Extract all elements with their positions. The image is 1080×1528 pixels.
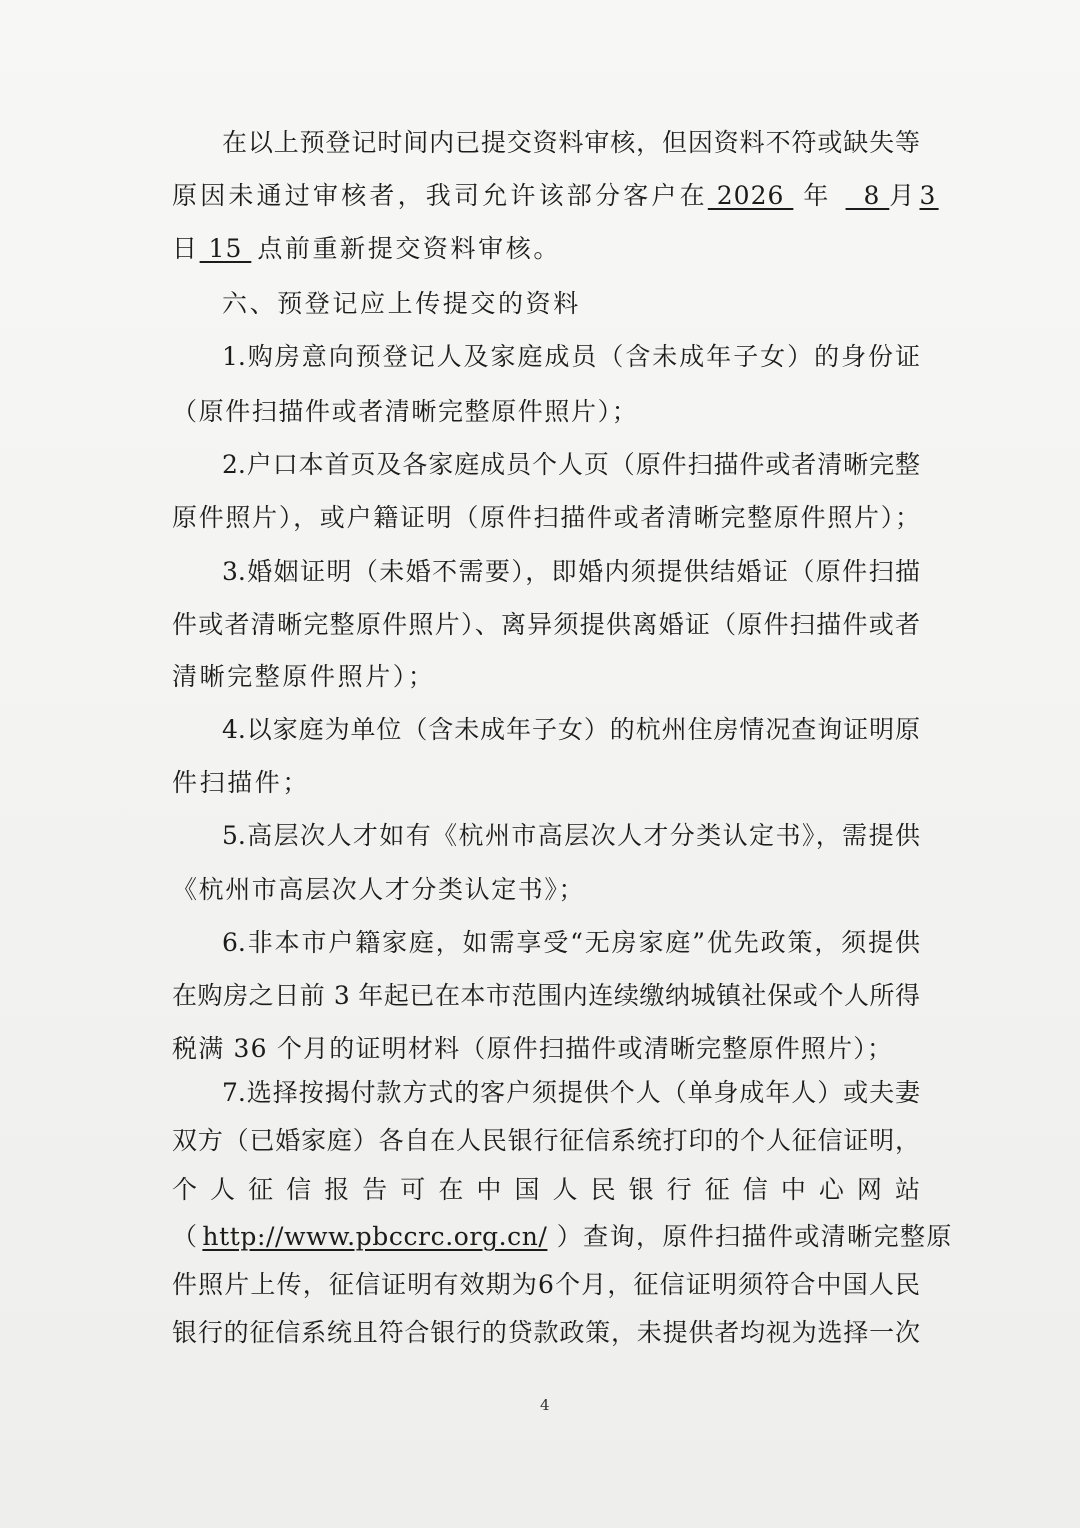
text-segment: （ bbox=[172, 1222, 199, 1251]
text-segment: 点前重新提交资料审核。 bbox=[257, 234, 561, 263]
hour-field: 15 bbox=[199, 234, 252, 263]
list-item-line: 3.婚姻证明（未婚不需要），即婚内须提供结婚证（原件扫描 bbox=[222, 557, 920, 586]
list-item-line: 个人征信报告可在中国人民银行征信中心网站 bbox=[172, 1175, 920, 1204]
list-item-line: 清晰完整原件照片）； bbox=[172, 662, 436, 691]
list-item-line: 7.选择按揭付款方式的客户须提供个人（单身成年人）或夫妻 bbox=[222, 1078, 920, 1107]
list-item-line: 件照片上传，征信证明有效期为6个月，征信证明须符合中国人民 bbox=[172, 1270, 920, 1299]
list-item-line: 在购房之日前 3 年起已在本市范围内连续缴纳城镇社保或个人所得 bbox=[172, 981, 920, 1010]
page-number: 4 bbox=[540, 1396, 550, 1414]
list-item-line bbox=[172, 1222, 953, 1252]
year-field: 2026 bbox=[707, 181, 794, 210]
text-line bbox=[172, 181, 939, 211]
text-segment: 日 bbox=[172, 234, 200, 263]
day-field: 3 bbox=[919, 181, 939, 210]
list-item-line: 原件照片），或户籍证明（原件扫描件或者清晰完整原件照片）； bbox=[172, 503, 920, 532]
list-item-line: 《杭州市高层次人才分类认定书》； bbox=[172, 875, 586, 904]
website-link[interactable]: http://www.pbccrc.org.cn/ bbox=[202, 1222, 548, 1251]
list-item-line: 4.以家庭为单位（含未成年子女）的杭州住房情况查询证明原 bbox=[222, 715, 920, 744]
text-line: 在以上预登记时间内已提交资料审核，但因资料不符或缺失等 bbox=[222, 128, 920, 157]
text-segment: ）查询，原件扫描件或清晰完整原 bbox=[547, 1222, 953, 1251]
list-item-line: 2.户口本首页及各家庭成员个人页（原件扫描件或者清晰完整 bbox=[222, 450, 920, 479]
text-line bbox=[172, 234, 920, 264]
list-item-line: 1.购房意向预登记人及家庭成员（含未成年子女）的身份证 bbox=[222, 342, 920, 371]
list-item-line: 税满 36 个月的证明材料（原件扫描件或清晰完整原件照片）； bbox=[172, 1034, 894, 1063]
section-heading: 六、预登记应上传提交的资料 bbox=[222, 289, 581, 318]
list-item-line: 银行的征信系统且符合银行的贷款政策，未提供者均视为选择一次 bbox=[172, 1318, 920, 1347]
list-item-line: 6.非本市户籍家庭，如需享受“无房家庭”优先政策，须提供 bbox=[222, 928, 920, 957]
text-segment: 年 bbox=[803, 181, 832, 210]
list-item-line: 双方（已婚家庭）各自在人民银行征信系统打印的个人征信证明， bbox=[172, 1126, 920, 1155]
text-segment: 原因未通过审核者，我司允许该部分客户在 bbox=[172, 181, 708, 210]
month-field: 8 bbox=[845, 181, 890, 210]
text-segment: 月 bbox=[889, 181, 918, 210]
list-item-line: 件扫描件； bbox=[172, 768, 311, 797]
list-item-line: 5.高层次人才如有《杭州市高层次人才分类认定书》，需提供 bbox=[222, 821, 920, 850]
list-item-line: （原件扫描件或者清晰完整原件照片）； bbox=[172, 397, 639, 426]
list-item-line: 件或者清晰完整原件照片）、离异须提供离婚证（原件扫描件或者 bbox=[172, 610, 920, 639]
